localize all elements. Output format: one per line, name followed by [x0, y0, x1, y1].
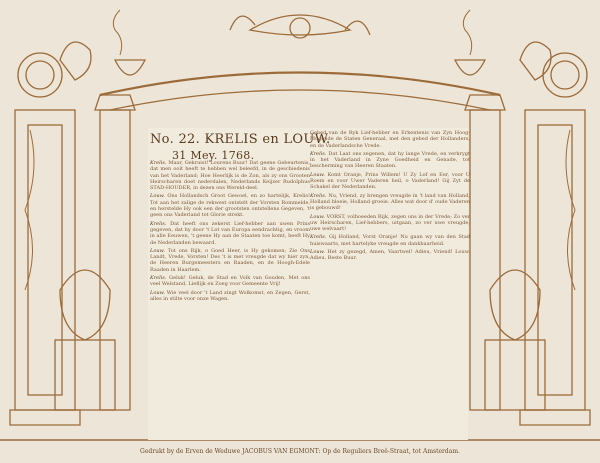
printer-imprint: Gedrukt by de Erven de Weduwe JACOBUS VAN EGMONT: Op de Reguliers Breê-Straat, tot Amsterdam. [140, 448, 460, 455]
speaker-name: Krelis. [310, 234, 327, 241]
speaker-name: Louw. [310, 171, 325, 178]
dialogue-line [150, 248, 310, 273]
title-number: No. 22. KRELIS en LOUW. [150, 132, 331, 147]
speaker-name: Krelis. [150, 220, 167, 227]
dialogue-text: Ons Hollandsch Groot Gewoel, en zo hartelijk, Krelis! Tot aan het zalige de rekwest ontstelt der Vorsten Rommelde, en herstelde Hy ook een der grootsten ontstellens Gegeven, 't geen ons Vaderland tot Glorie strekt. [150, 193, 311, 219]
speaker-name: Louw. [150, 193, 165, 200]
dialogue-line [310, 172, 470, 191]
dialogue-line [150, 290, 310, 303]
dialogue-column-right [310, 130, 470, 430]
dialogue-text: Tot ons Rijk, o Goed Heer, is Hy gekomen; Zie Ons Landt, Vrede, Vorsten! Des 't is met vreugde dat wy hier zyn, de Heeren Burgemeesters en Raaden, en de Hoogh-Edele Raaden in Haarlem. [150, 247, 310, 273]
speaker-name: Louw. [310, 213, 325, 220]
dialogue-column-left [150, 160, 310, 304]
dialogue-line [150, 221, 310, 246]
dialogue-line [310, 130, 470, 149]
dialogue-line [310, 193, 470, 212]
speaker-name: Krelis. [150, 160, 167, 166]
dialogue-text: Geluk! Geluk, de Stad en Volk van Gouden, Met ons veel Welstand, Lieflijk en Zoeg voor Gemeente Vrij! [150, 275, 311, 288]
speaker-name: Krelis. [310, 150, 327, 157]
dialogue-text: Het zy gezegd, Amen, Vaartwel! Adieu, Vriend! Louw. Adieu, Beste Buur. [310, 249, 470, 262]
dialogue-text: Maar, Gekruist! Lourens Buur! Dat geene Gebeurtenis, dat men ooit heeft te hebben wel beleefd, in de geschiedenis van het Vaderland; Hoe Heerlijk is de Zon, als zy ons Grooten Heirscharen doet nederdalen, Nederlands Keijzer Rudolphus STAD-HOUDER, in dezen ons Wereld-deel. [150, 160, 310, 192]
dialogue-text: Nu, Vriend, zy brengen vreugde in 't land van Holland, Holland bloeie, Holland groeie. Alles wat door d' oude Vaderen is gebouwd! [310, 192, 471, 212]
speaker-name: Krelis. [150, 275, 167, 282]
dialogue-line [150, 160, 310, 191]
dialogue-line [310, 234, 470, 247]
dialogue-line [150, 193, 310, 218]
speaker-name: Louw. [150, 247, 165, 254]
dialogue-text: Wie veel door 't Land zingt Wolkomst, en Zegen, Gerst, alles in stilte voor onze Wagen. [150, 289, 310, 302]
dialogue-line [150, 275, 310, 288]
dialogue-line [310, 249, 470, 262]
speaker-name: Louw. [310, 249, 325, 256]
dialogue-text: VORST, volhoeeden Rijk, zegen ons in der Vrede; Zo ver uw Heirscharen, Lief-hebbers, uitgaan, zo ver uwe vreugde, uwe welvaart! [310, 213, 471, 233]
dialogue-text: Gebed van de Ryk Lief-hebber en Erkentenis van Zyn Hoog-Mogende de Staten Generaal, met den gebed der Hollanders, en de Vaderlandsche Vrede. [310, 130, 470, 149]
speaker-name: Louw. [150, 289, 165, 296]
dialogue-text: Dat heeft ons zekerst Lief-hebber aan uwen Prins gegeven, dat hy door 't Lot van Europa eendrachtig, en vroom in alle Eeuwen, 't geene Hy aan de Staaten toe komt, heeft Hy de Nederlanden bewaard. [150, 220, 311, 246]
speaker-name: Krelis. [310, 192, 327, 199]
dialogue-text: Gij Holland, Vorst Oranje! Nu gaan wy van den Stad huiswaarts, met hartelyke vreugde en dankbaarheid. [310, 234, 470, 247]
broadside-title [150, 132, 330, 162]
dialogue-line [310, 151, 470, 170]
dialogue-line [310, 214, 470, 233]
dialogue-text: Dat Laat ons zegenen, dat hy lange Vrede, en verkrygt in het Vaderland in Zyne Goedheid en Genade, tot bescherming van Heeren Staaten. [310, 150, 470, 170]
title-date: 31 Mey. 1768. [172, 149, 255, 162]
dialogue-text: Komt Oranje, Prins Willem! U Zy Lof en Eer, voor U Roem en voor Uwer Vaderen heil, o Vaderland! Gij Zyt de Schakel der Nederlanden. [310, 171, 471, 191]
